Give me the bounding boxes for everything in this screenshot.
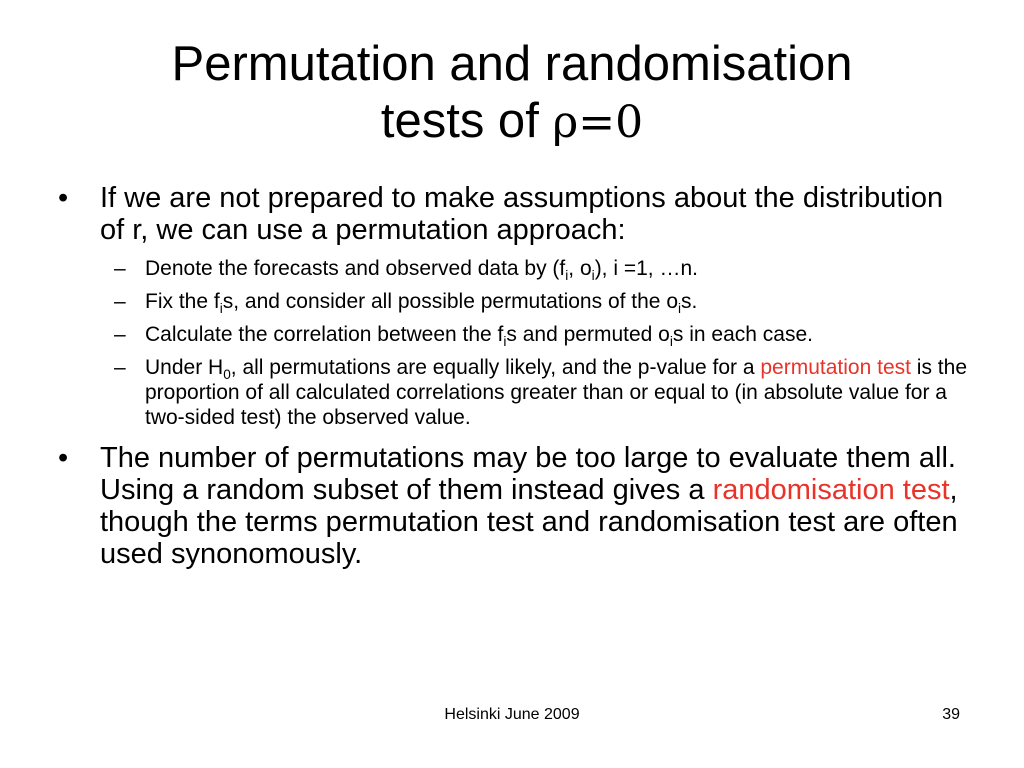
bullet-text [100,442,973,570]
sub-bullet-text [145,289,698,317]
sub-bullet-item [100,322,973,350]
subscript: i [219,301,223,317]
sub-bullet-item [100,355,973,430]
highlighted-term: permutation test [760,356,911,379]
text-segment: , all permutations are equally likely, and the p-value for a [230,356,761,379]
dash-glyph: – [114,356,126,379]
slide-title [0,36,1024,151]
text-segment: s in each case. [672,323,813,346]
text-segment: s, and consider all possible permutations of the o [222,290,678,313]
text-segment: , o [568,257,592,280]
bullet-glyph: • [58,442,69,474]
text-segment: , though the terms permutation test and randomisation test are often used synonomously. [100,474,958,570]
rho-equals-zero: ρ=0 [552,97,644,148]
text-segment: Fix the f [145,290,220,313]
bullet-text: If we are not prepared to make assumptions about the distribution of r, we can use a permutation approach: [100,182,944,246]
sub-bullet-item [100,256,973,284]
dash-glyph: – [114,323,126,346]
subscript: i [669,334,673,350]
bullet-item [58,442,973,570]
text-segment: is the proportion of all calculated correlations greater than or equal to (in absolute value for a two-sided test) the observed value. [145,356,967,429]
sub-bullet-item [100,289,973,317]
text-segment: s. [681,290,698,313]
text-segment: s and permuted o [506,323,670,346]
text-segment: Calculate the correlation between the f [145,323,504,346]
title-line-1: Permutation and randomisation [171,37,853,91]
text-segment: The number of permutations may be too large to evaluate them all. Using a random subset of them instead gives a [100,442,956,506]
subscript: i [678,301,682,317]
sub-bullet-text [145,322,813,350]
text-segment: Denote the forecasts and observed data by (f [145,257,566,280]
highlighted-term: randomisation test [712,474,950,506]
bullet-glyph: • [58,182,69,214]
sub-bullet-text [145,256,698,284]
dash-glyph: – [114,257,126,280]
page-number: 39 [942,706,960,723]
dash-glyph: – [114,290,126,313]
text-segment: Under H [145,356,224,379]
subscript: i [503,334,507,350]
sub-bullet-text [145,355,973,430]
text-segment: ), i =1, …n. [594,257,698,280]
title-prefix: tests of [380,94,553,148]
slide-body [58,182,973,570]
subscript: 0 [223,367,231,383]
subscript: i [565,268,569,284]
bullet-item [58,182,973,246]
subscript: i [591,268,595,284]
footer-text: Helsinki June 2009 [444,706,580,723]
title-line-2 [0,93,1024,151]
